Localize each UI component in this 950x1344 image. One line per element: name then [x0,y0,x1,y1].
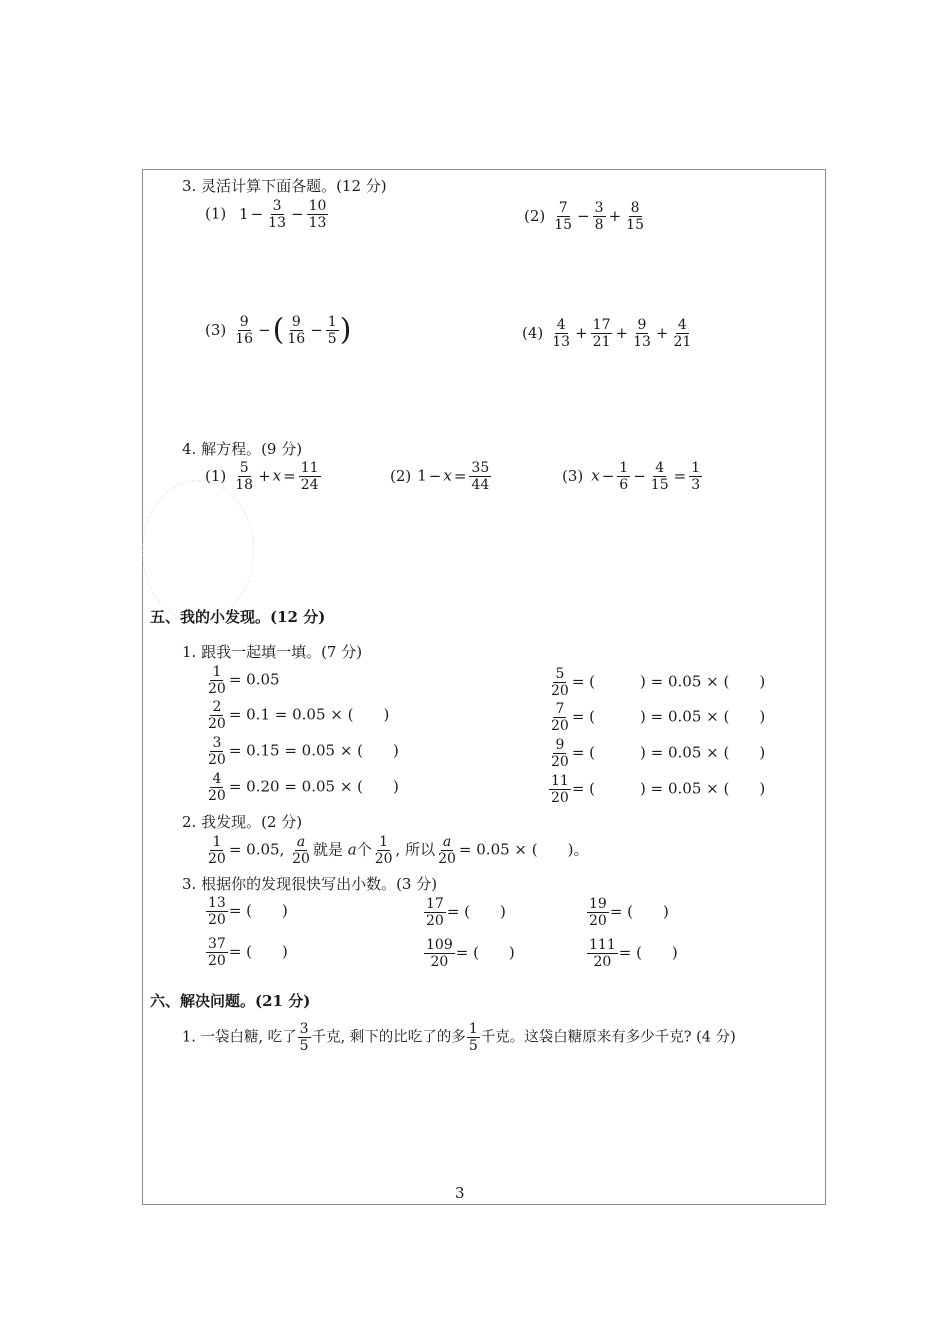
s5-q2-title: 2. 我发现。(2 分) [182,813,303,831]
q4-equation-3: (3) x − $\frac{1}{6}$ − $\frac{4}{15}$ = $\frac{1}{3}$ [562,460,701,493]
fraction: $\frac{111}{20}$ [589,937,616,970]
fraction: $\frac{1}{20}$ [208,834,226,867]
fraction: $\frac{3}{5}$ [299,1021,309,1054]
s5-q1-right-row: $\frac{5}{20}$ = ( ) = 0.05 × ( ) [551,666,766,699]
fraction: $\frac{17}{20}$ [426,896,444,929]
s5-q1-title: 1. 跟我一起填一填。(7 分) [182,643,363,661]
q3-title: 3. 灵活计算下面各题。(12 分) [182,177,387,195]
fraction: $\frac{10}{13}$ [308,198,327,231]
label: (4) [522,323,544,342]
fraction: $\frac{9}{16}$ [287,314,306,347]
s5-q1-left-row: $\frac{1}{20}$ = 0.05 [208,664,280,697]
s5-q3-item: $\frac{13}{20}$ = ( ) [208,895,288,928]
section-5-title: 五、我的小发现。(12 分) [150,608,326,626]
fraction: $\frac{9}{20}$ [551,737,569,770]
variable: x [591,466,600,485]
fraction: $\frac{3}{8}$ [594,200,604,233]
fraction: $\frac{4}{20}$ [208,771,226,804]
label: (2) [390,466,412,485]
fraction: $\frac{17}{21}$ [592,317,611,350]
fraction: $\frac{4}{13}$ [552,317,571,350]
s5-q3-item: $\frac{17}{20}$ = ( ) [426,896,506,929]
s6-q1: 1. 一袋白糖, 吃了 $\frac{3}{5}$ 千克, 剩下的比吃了的多 $\frac{1}{5}$ 千克。这袋白糖原来有多少千克? (4 分) [182,1021,736,1054]
fraction: $\frac{1}{5}$ [327,314,337,347]
s5-q1-right-row: $\frac{9}{20}$ = ( ) = 0.05 × ( ) [551,737,766,770]
label: (1) [205,466,227,485]
fraction: $\frac{1}{3}$ [691,460,701,493]
fraction: $\frac{8}{15}$ [626,200,644,233]
s5-q1-right-row: $\frac{11}{20}$ = ( ) = 0.05 × ( ) [551,773,766,806]
faded-stamp [142,480,254,622]
s5-q1-left-row: $\frac{4}{20}$ = 0.20 = 0.05 × ( ) [208,771,399,804]
fraction: $\frac{7}{15}$ [554,200,573,233]
fraction: $\frac{a}{20}$ [292,834,310,867]
fraction: $\frac{11}{24}$ [300,460,319,493]
fraction: $\frac{2}{20}$ [208,699,226,732]
label: (2) [524,206,546,225]
variable: x [443,466,452,485]
fraction: $\frac{7}{20}$ [551,701,569,734]
s5-q3-item: $\frac{111}{20}$ = ( ) [589,937,678,970]
section-6-title: 六、解决问题。(21 分) [150,992,311,1010]
fraction: $\frac{37}{20}$ [208,936,226,969]
fraction: $\frac{3}{13}$ [268,198,286,231]
fraction: $\frac{5}{18}$ [235,460,254,493]
fraction: $\frac{a}{20}$ [438,834,456,867]
fraction: $\frac{11}{20}$ [551,773,569,806]
fraction: $\frac{3}{20}$ [208,735,226,768]
label: (1) [205,204,227,223]
s5-q2-statement: $\frac{1}{20}$ = 0.05, $\frac{a}{20}$ 就是 a个 $\frac{1}{20}$ , 所以 $\frac{a}{20}$ = 0.05 × ( )。 [208,834,589,867]
page-number: 3 [455,1184,465,1202]
fraction: $\frac{9}{13}$ [633,317,651,350]
fraction: $\frac{1}{20}$ [208,664,226,697]
q3-problem-4: (4) $\frac{4}{13}$ + $\frac{17}{21}$ + $\frac{9}{13}$ + $\frac{4}{21}$ [522,317,692,350]
q3-problem-2: (2) $\frac{7}{15}$ − $\frac{3}{8}$ + $\frac{8}{15}$ [524,200,644,233]
s5-q1-right-row: $\frac{7}{20}$ = ( ) = 0.05 × ( ) [551,701,766,734]
q4-equation-1: (1) $\frac{5}{18}$ + x = $\frac{11}{24}$ [205,460,319,493]
fraction: $\frac{1}{6}$ [619,460,629,493]
s5-q3-item: $\frac{19}{20}$ = ( ) [589,896,669,929]
fraction: $\frac{5}{20}$ [551,666,569,699]
fraction: $\frac{1}{5}$ [468,1021,478,1054]
label: (3) [562,466,584,485]
fraction: $\frac{9}{16}$ [235,314,254,347]
fraction: $\frac{109}{20}$ [426,937,453,970]
fraction: $\frac{13}{20}$ [208,895,226,928]
q3-problem-1: (1) 1 − $\frac{3}{13}$ − $\frac{10}{13}$ [205,198,327,231]
lead-number: 1 [239,204,249,223]
variable: x [272,466,282,485]
fraction: $\frac{35}{44}$ [471,460,490,493]
fraction: $\frac{4}{15}$ [650,460,669,493]
q4-title: 4. 解方程。(9 分) [182,440,303,458]
label: (3) [205,320,227,339]
s5-q3-item: $\frac{109}{20}$ = ( ) [426,937,515,970]
q3-problem-3: (3) $\frac{9}{16}$ −( $\frac{9}{16}$ − $\frac{1}{5}$ ) [205,312,352,348]
fraction: $\frac{19}{20}$ [589,896,607,929]
s5-q1-left-row: $\frac{2}{20}$ = 0.1 = 0.05 × ( ) [208,699,390,732]
q4-equation-2: (2) 1 − x = $\frac{35}{44}$ [390,460,490,493]
s5-q3-item: $\frac{37}{20}$ = ( ) [208,936,288,969]
fraction: $\frac{1}{20}$ [374,834,393,867]
s5-q3-title: 3. 根据你的发现很快写出小数。(3 分) [182,875,438,893]
s5-q1-left-row: $\frac{3}{20}$ = 0.15 = 0.05 × ( ) [208,735,399,768]
fraction: $\frac{4}{21}$ [673,317,692,350]
